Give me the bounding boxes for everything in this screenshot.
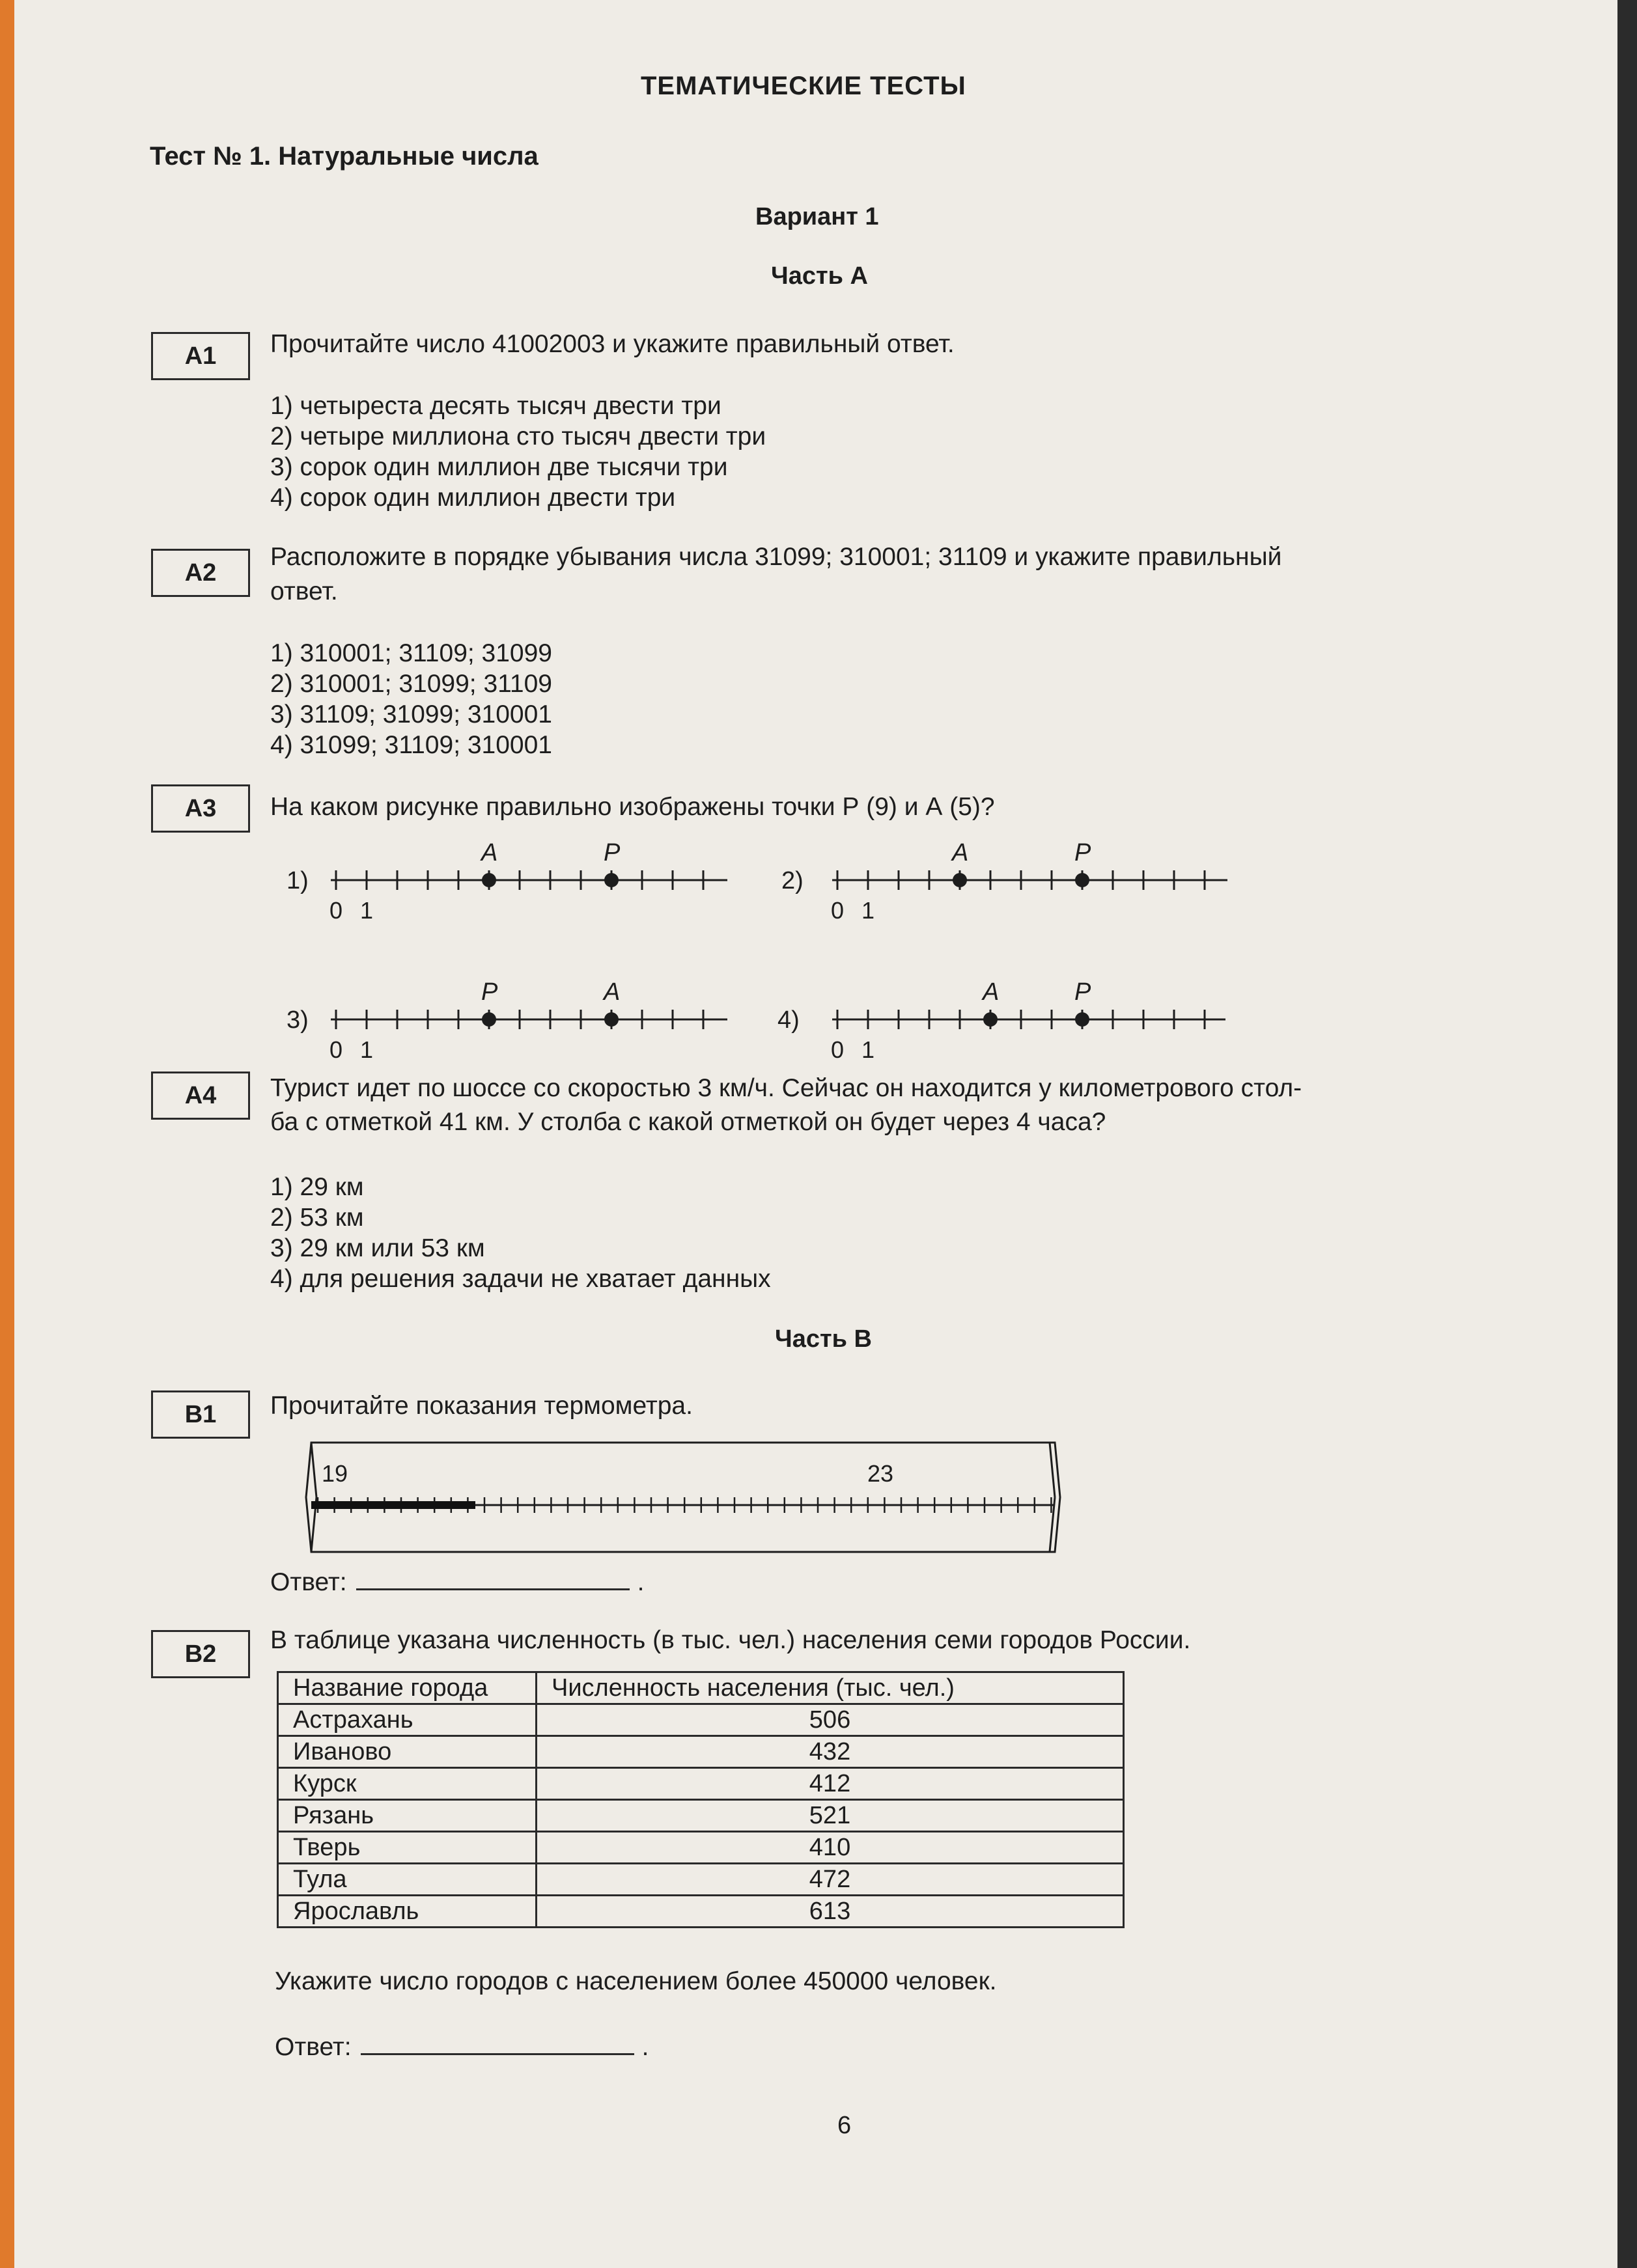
question-b1-text: Прочитайте показания термометра. (270, 1392, 693, 1420)
point-label: А (604, 978, 621, 1006)
city-population: 410 (537, 1832, 1124, 1864)
b2-answer-row (275, 2031, 649, 2063)
city-population: 613 (537, 1896, 1124, 1928)
city-population: 506 (537, 1704, 1124, 1736)
tick-label-zero: 0 (329, 1036, 343, 1063)
b1-answer-dot: . (637, 1568, 645, 1596)
point-label: Р (604, 839, 621, 866)
number-line-index: 4) (777, 1006, 800, 1034)
tick-label-zero: 0 (329, 897, 343, 924)
table-row (278, 1800, 1124, 1832)
question-label-b2: В2 (151, 1630, 250, 1678)
city-name: Рязань (278, 1800, 537, 1832)
point-label: Р (1074, 978, 1091, 1006)
question-label-a3: А3 (151, 784, 250, 833)
test-title: Тест № 1. Натуральные числа (150, 142, 539, 171)
thermometer-label-start: 19 (322, 1460, 348, 1487)
question-a2-line1: Расположите в порядке убывания числа 31099; 310001; 31109 и укажите правильный (270, 543, 1282, 571)
point-label: А (952, 839, 969, 866)
question-a4-line1: Турист идет по шоссе со скоростью 3 км/ч. Сейчас он находится у километрового стол- (270, 1074, 1302, 1102)
tick-label-one: 1 (861, 897, 875, 924)
question-label-b1: В1 (151, 1390, 250, 1439)
number-line-point (1075, 873, 1089, 887)
point-label: Р (481, 978, 498, 1006)
number-line-index: 3) (287, 1006, 309, 1034)
thermometer-label-end: 23 (867, 1460, 894, 1487)
option-a4-4: 4) для решения задачи не хватает данных (270, 1265, 771, 1293)
option-a4-2: 2) 53 км (270, 1204, 364, 1232)
point-label: Р (1074, 839, 1091, 866)
option-a1-3: 3) сорок один миллион две тысячи три (270, 453, 728, 481)
city-population: 412 (537, 1768, 1124, 1800)
question-a4-line2: ба с отметкой 41 км. У столба с какой отметкой он будет через 4 часа? (270, 1108, 1106, 1136)
b1-answer-blank[interactable] (356, 1566, 630, 1590)
question-label-a1: А1 (151, 332, 250, 380)
option-a1-1: 1) четыреста десять тысяч двести три (270, 392, 721, 420)
city-name: Астрахань (278, 1704, 537, 1736)
question-b2-text: В таблице указана численность (в тыс. чел.) населения семи городов России. (270, 1626, 1191, 1654)
table-row (278, 1768, 1124, 1800)
option-a4-1: 1) 29 км (270, 1173, 364, 1201)
tick-label-zero: 0 (831, 897, 845, 924)
city-name: Иваново (278, 1736, 537, 1768)
page-number: 6 (837, 2112, 852, 2139)
page-title: ТЕМАТИЧЕСКИЕ ТЕСТЫ (641, 72, 966, 100)
question-label-a2: А2 (151, 549, 250, 597)
tick-label-one: 1 (861, 1036, 875, 1063)
city-population: 472 (537, 1864, 1124, 1896)
number-line-point (482, 873, 496, 887)
number-line-point (1075, 1012, 1089, 1027)
b2-answer-dot: . (641, 2033, 649, 2061)
thermometer-body (306, 1443, 1060, 1552)
tick-label-one: 1 (360, 1036, 374, 1063)
page (14, 0, 1617, 2268)
option-a2-3: 3) 31109; 31099; 310001 (270, 700, 552, 728)
city-name: Курск (278, 1768, 537, 1800)
city-name: Ярославль (278, 1896, 537, 1928)
book-edge-orange (0, 0, 14, 2268)
city-population: 432 (537, 1736, 1124, 1768)
number-lines-figure (14, 0, 1617, 1107)
point-label: А (481, 839, 498, 866)
thermometer-edge (311, 1443, 316, 1497)
question-a2-line2: ответ. (270, 577, 338, 605)
number-line-point (983, 1012, 998, 1027)
table-header-city: Название города (278, 1672, 537, 1704)
b2-answer-blank[interactable] (361, 2031, 634, 2055)
table-row (278, 1832, 1124, 1864)
tick-label-zero: 0 (831, 1036, 845, 1063)
table-row (278, 1864, 1124, 1896)
number-line-point (953, 873, 967, 887)
population-table (277, 1671, 1125, 1928)
question-a1-text: Прочитайте число 41002003 и укажите правильный ответ. (270, 330, 955, 358)
table-header-row (278, 1672, 1124, 1704)
scan-edge-dark (1617, 0, 1637, 2268)
b1-answer-label: Ответ: (270, 1568, 347, 1596)
option-a2-2: 2) 310001; 31099; 31109 (270, 670, 552, 698)
b1-answer-row (270, 1566, 644, 1598)
variant-heading: Вариант 1 (755, 203, 879, 230)
city-name: Тула (278, 1864, 537, 1896)
number-line-point (604, 873, 619, 887)
city-name: Тверь (278, 1832, 537, 1864)
option-a4-3: 3) 29 км или 53 км (270, 1234, 485, 1262)
option-a2-4: 4) 31099; 31109; 310001 (270, 731, 552, 759)
tick-label-one: 1 (360, 897, 374, 924)
part-a-heading: Часть А (771, 262, 868, 290)
option-a1-2: 2) четыре миллиона сто тысяч двести три (270, 422, 766, 450)
number-line-index: 1) (287, 867, 309, 894)
b2-answer-label: Ответ: (275, 2033, 352, 2061)
point-label: А (983, 978, 1000, 1006)
city-population: 521 (537, 1800, 1124, 1832)
table-row (278, 1896, 1124, 1928)
part-b-heading: Часть В (775, 1325, 872, 1353)
question-b2-task: Укажите число городов с населением более 450000 человек. (275, 1967, 997, 1995)
question-a3-text: На каком рисунке правильно изображены точки Р (9) и А (5)? (270, 793, 995, 821)
option-a2-1: 1) 310001; 31109; 31099 (270, 639, 552, 667)
question-label-a4: А4 (151, 1072, 250, 1120)
number-line-point (604, 1012, 619, 1027)
table-row (278, 1736, 1124, 1768)
number-line-index: 2) (781, 867, 804, 894)
number-line-point (482, 1012, 496, 1027)
table-header-population: Численность населения (тыс. чел.) (537, 1672, 1124, 1704)
thermometer-edge (1050, 1443, 1055, 1497)
table-row (278, 1704, 1124, 1736)
option-a1-4: 4) сорок один миллион двести три (270, 484, 676, 512)
thermometer-figure (288, 1432, 1063, 1562)
